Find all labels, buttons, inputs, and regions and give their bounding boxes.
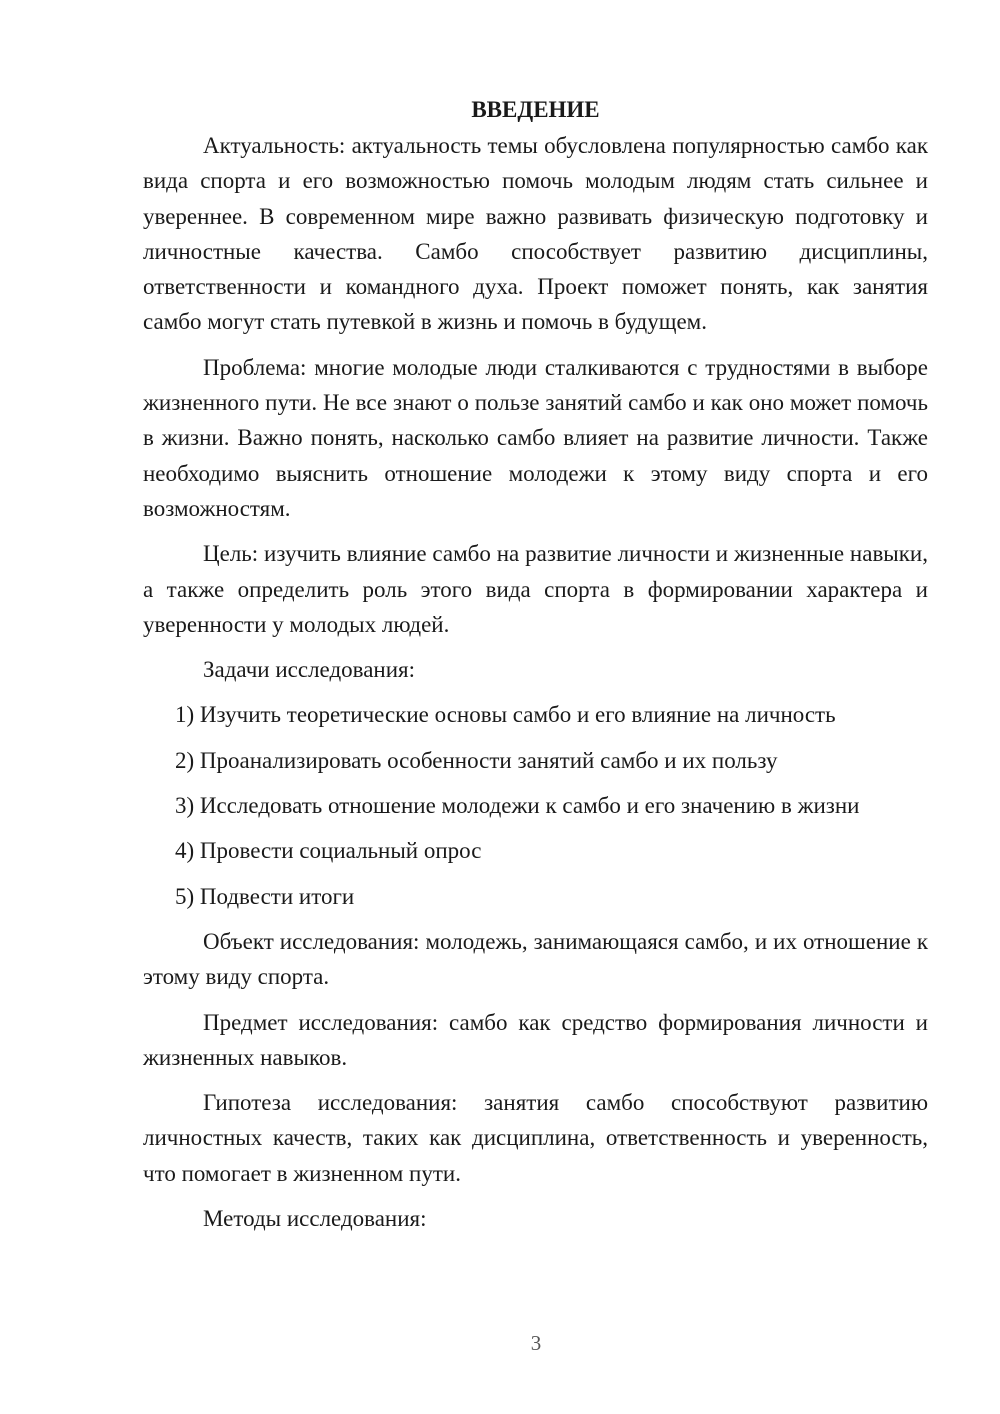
list-item: 3) Исследовать отношение молодежи к самбо и его значению в жизни <box>175 793 860 819</box>
list-item: 5) Подвести итоги <box>175 883 355 909</box>
section-heading: ВВЕДЕНИЕ <box>471 97 600 122</box>
tasks-title: Задачи исследования: <box>203 657 416 683</box>
page-number: 3 <box>530 1331 542 1355</box>
paragraph-object: Объект исследования: молодежь, занимающаяся самбо, и их отношение к этому виду спорта. <box>143 928 928 990</box>
paragraph-subject: Предмет исследования: самбо как средство формирования личности и жизненных навыков. <box>143 1009 928 1070</box>
list-item: 2) Проанализировать особенности занятий самбо и их пользу <box>175 747 778 773</box>
paragraph-goal: Цель: изучить влияние самбо на развитие личности и жизненные навыки, а также определить роль этого вида спорта в формировании характера и уверенности у молодых людей. <box>143 541 928 637</box>
paragraph-problem: Проблема: многие молодые люди сталкиваются с трудностями в выборе жизненного пути. Не все знают о пользе занятий самбо и как оно может помочь в жизни. Важно понять, насколько самбо влияет на развитие личности. Также необходимо выяснить отношение молодежи к этому виду спорта и его возможностям. <box>143 354 928 521</box>
tasks-list <box>143 697 928 913</box>
list-item: 1) Изучить теоретические основы самбо и его влияние на личность <box>175 702 836 728</box>
list-item: 4) Провести социальный опрос <box>175 838 482 864</box>
methods-title: Методы исследования: <box>203 1206 427 1232</box>
paragraph-relevance: Актуальность: актуальность темы обусловлена популярностью самбо как вида спорта и его возможностью помочь молодым людям стать сильнее и увереннее. В современном мире важно развивать физическую подготовку и личностные качества. Самбо способствует развитию дисциплины, ответственности и командного духа. Проект поможет понять, как занятия самбо могут стать путевкой в жизнь и помочь в будущем. <box>143 133 928 335</box>
document-page <box>143 92 928 1246</box>
paragraph-hypothesis: Гипотеза исследования: занятия самбо способствуют развитию личностных качеств, таких как дисциплина, ответственность и уверенность, что помогает в жизненном пути. <box>143 1090 928 1186</box>
